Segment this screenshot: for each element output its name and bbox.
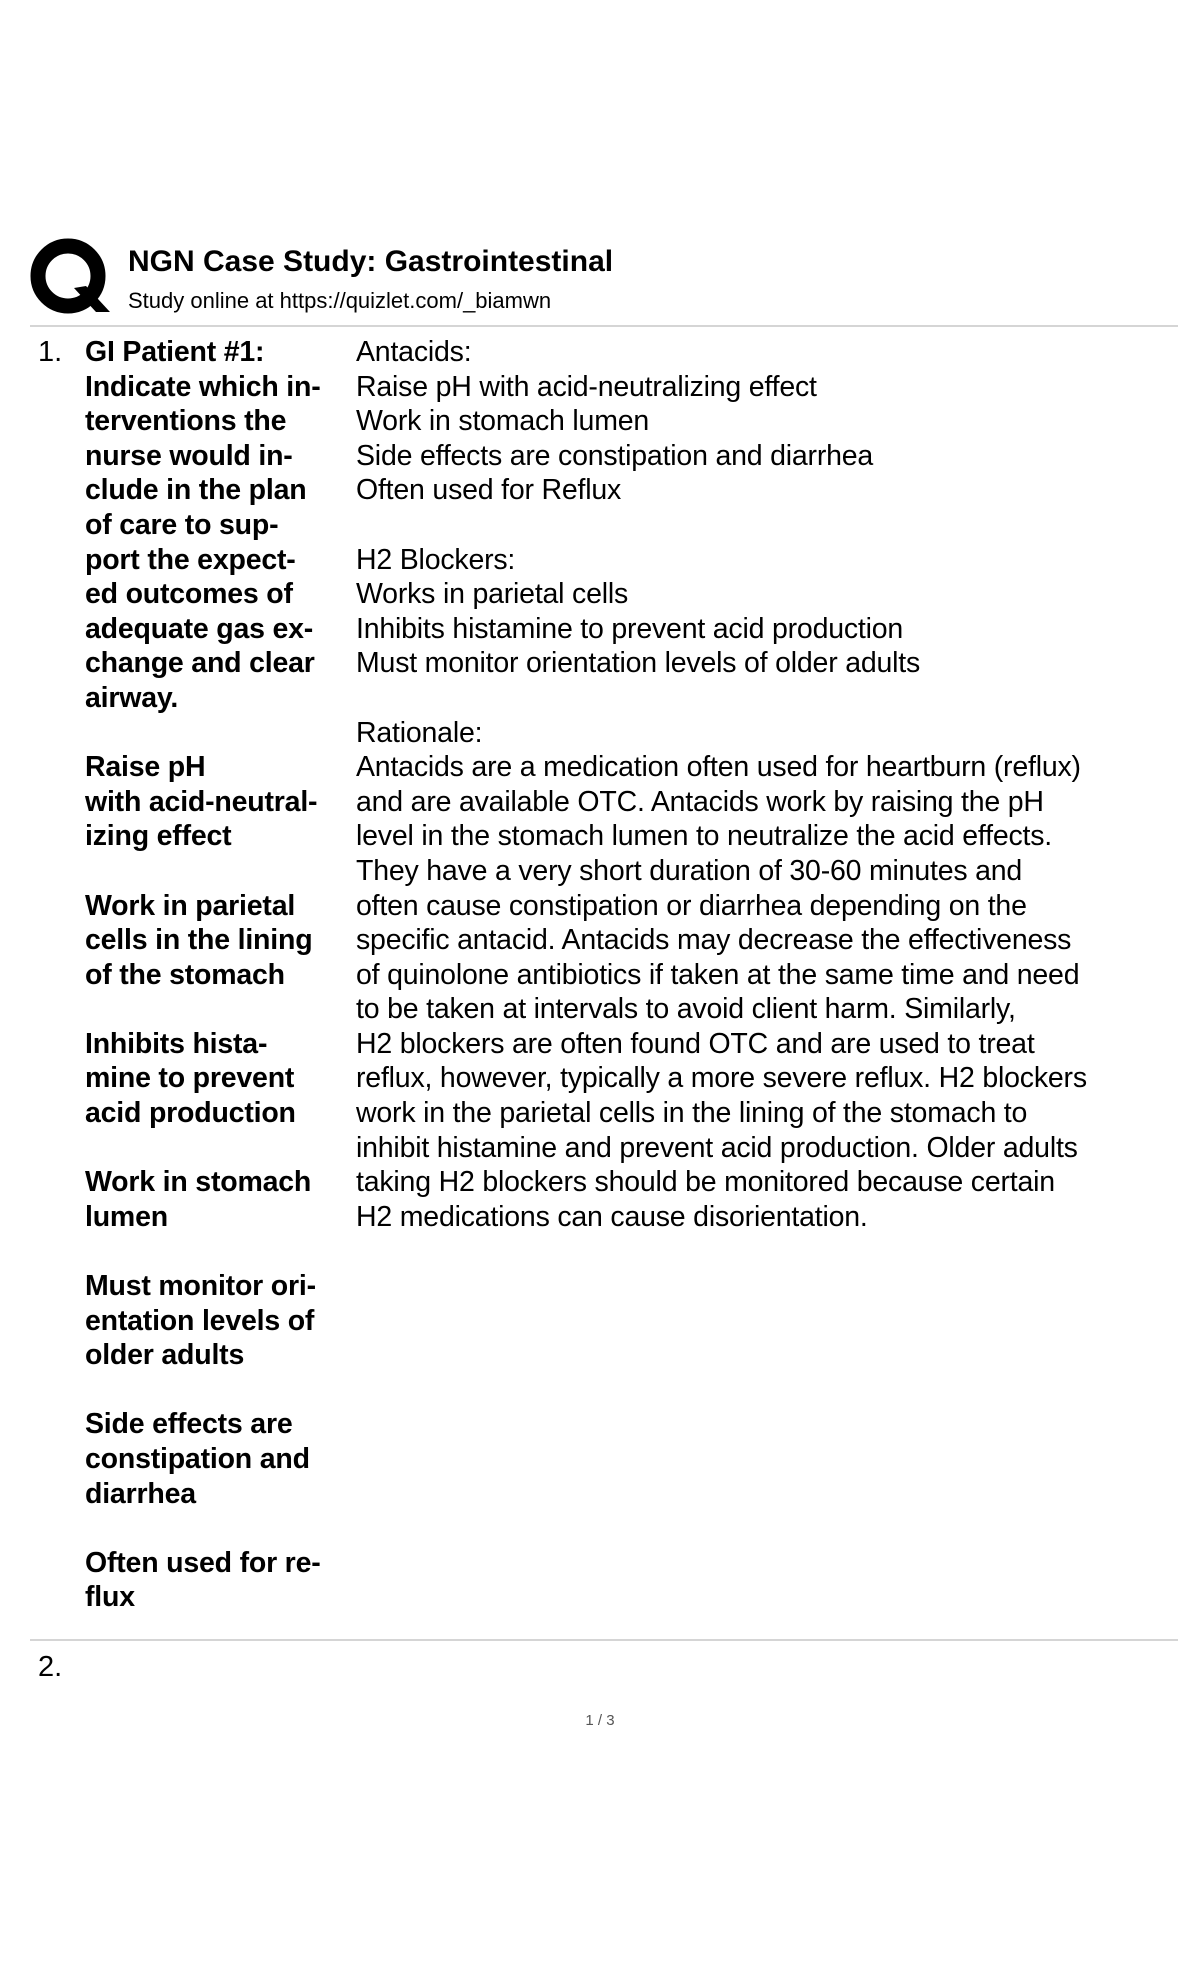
page-number: 1 / 3 [585, 1712, 615, 1729]
blank-line [356, 681, 1176, 716]
term-line: constipation and [85, 1443, 310, 1475]
definition-line: Rationale: [356, 716, 483, 749]
definition-line: Antacids are a medication often used for heartburn (reflux) [356, 751, 1081, 784]
term-line: adequate gas ex- [85, 612, 314, 645]
blank-line [85, 716, 345, 751]
term-line: port the expect- [85, 543, 296, 576]
term-line: Often used for re- [85, 1546, 321, 1579]
term-line: of care to sup- [85, 508, 279, 541]
document-title: NGN Case Study: Gastrointestinal [128, 245, 614, 278]
definition-line: often cause constipation or diarrhea depending on the [356, 889, 1027, 922]
term-line: clude in the plan [85, 474, 307, 507]
blank-line [85, 1234, 345, 1269]
definition-line: of quinolone antibiotics if taken at the same time and need [356, 958, 1080, 991]
quizlet-logo-icon [30, 238, 110, 318]
term-line: Indicate which in- [85, 370, 321, 403]
term-line: older adults [85, 1339, 245, 1372]
definition-line: specific antacid. Antacids may decrease the effectiveness [356, 924, 1072, 957]
card-divider [30, 1639, 1178, 1641]
card-definition [356, 335, 1176, 1234]
definition-line: Often used for Reflux [356, 474, 622, 507]
definition-line: Inhibits histamine to prevent acid production [356, 612, 904, 645]
term-line: nurse would in- [85, 439, 293, 472]
document-header [30, 238, 1178, 328]
card-number: 1. [38, 336, 63, 368]
definition-line: inhibit histamine and prevent acid production. Older adults [356, 1131, 1078, 1164]
term-line: ed outcomes of [85, 578, 293, 611]
study-online-url: Study online at https://quizlet.com/_biamwn [128, 288, 552, 313]
definition-line: They have a very short duration of 30-60 minutes and [356, 854, 1023, 887]
definition-line: H2 Blockers: [356, 543, 516, 576]
definition-line: Works in parietal cells [356, 578, 629, 611]
definition-line: Work in stomach lumen [356, 405, 650, 438]
term-line: flux [85, 1581, 135, 1614]
blank-line [85, 1511, 345, 1546]
term-line: terventions the [85, 405, 287, 438]
definition-line: taking H2 blockers should be monitored because certain [356, 1166, 1055, 1199]
term-line: Inhibits hista- [85, 1027, 268, 1060]
card-number: 2. [38, 1651, 63, 1683]
blank-line [356, 508, 1176, 543]
term-line: Work in parietal [85, 889, 296, 922]
term-line: lumen [85, 1200, 168, 1233]
blank-line [85, 854, 345, 889]
definition-line: Antacids: [356, 336, 472, 368]
blank-line [85, 1373, 345, 1408]
definition-line: Must monitor orientation levels of older adults [356, 647, 921, 680]
top-divider [30, 325, 1178, 327]
term-line: mine to prevent [85, 1062, 295, 1095]
term-line: airway. [85, 681, 179, 714]
term-line: Must monitor ori- [85, 1270, 316, 1303]
term-line: GI Patient #1: [85, 336, 265, 368]
term-line: diarrhea [85, 1477, 196, 1510]
term-line: change and clear [85, 647, 315, 680]
term-line: Raise pH [85, 751, 206, 784]
definition-line: to be taken at intervals to avoid client harm. Similarly, [356, 993, 1016, 1026]
definition-line: H2 blockers are often found OTC and are used to treat [356, 1027, 1035, 1060]
blank-line [85, 992, 345, 1027]
definition-line: and are available OTC. Antacids work by raising the pH [356, 785, 1044, 818]
definition-line: H2 medications can cause disorientation. [356, 1200, 868, 1233]
term-line: with acid-neutral- [85, 785, 318, 818]
card-term [85, 335, 345, 1615]
term-line: cells in the lining [85, 924, 313, 957]
blank-line [85, 1131, 345, 1166]
definition-line: level in the stomach lumen to neutralize the acid effects. [356, 820, 1053, 853]
term-line: Side effects are [85, 1408, 293, 1441]
definition-line: work in the parietal cells in the lining of the stomach to [356, 1097, 1028, 1130]
term-line: acid production [85, 1097, 296, 1130]
definition-line: Side effects are constipation and diarrhea [356, 439, 874, 472]
definition-line: Raise pH with acid-neutralizing effect [356, 370, 817, 403]
term-line: Work in stomach [85, 1166, 312, 1199]
term-line: entation levels of [85, 1304, 315, 1337]
term-line: izing effect [85, 820, 232, 853]
definition-line: reflux, however, typically a more severe reflux. H2 blockers [356, 1062, 1087, 1095]
term-line: of the stomach [85, 958, 285, 991]
